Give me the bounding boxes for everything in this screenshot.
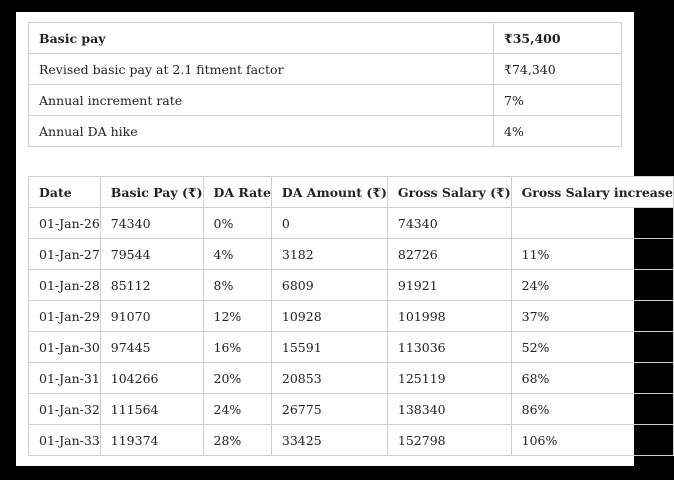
projection-body: [29, 208, 674, 456]
cell-gross-salary: 91921: [387, 270, 511, 301]
cell-gross-salary: 113036: [387, 332, 511, 363]
cell-basic-pay: 97445: [100, 332, 203, 363]
cell-da-amount: 15591: [271, 332, 387, 363]
cell-da-amount: 33425: [271, 425, 387, 456]
salary-document: [16, 12, 673, 466]
cell-da-amount: 10928: [271, 301, 387, 332]
cell-da-rate: 28%: [203, 425, 271, 456]
cell-date: 01-Jan-31: [29, 363, 101, 394]
cell-date: 01-Jan-29: [29, 301, 101, 332]
summary-body: [29, 23, 622, 147]
cell-da-amount: 6809: [271, 270, 387, 301]
cell-gross-increase: 24%: [511, 270, 673, 301]
cell-gross-increase: 68%: [511, 363, 673, 394]
table-row: [29, 332, 674, 363]
summary-label: Annual DA hike: [29, 116, 494, 147]
summary-value: ₹35,400: [494, 23, 622, 54]
column-header-gross-salary: Gross Salary (₹): [387, 177, 511, 208]
summary-row: [29, 54, 622, 85]
cell-gross-increase: 86%: [511, 394, 673, 425]
cell-gross-increase: 52%: [511, 332, 673, 363]
cell-da-amount: 0: [271, 208, 387, 239]
cell-date: 01-Jan-30: [29, 332, 101, 363]
summary-label: Annual increment rate: [29, 85, 494, 116]
cell-da-rate: 12%: [203, 301, 271, 332]
cell-date: 01-Jan-33: [29, 425, 101, 456]
column-header-da-rate: DA Rate: [203, 177, 271, 208]
cell-da-amount: 20853: [271, 363, 387, 394]
summary-label: Basic pay: [29, 23, 494, 54]
cell-da-rate: 24%: [203, 394, 271, 425]
summary-row: [29, 116, 622, 147]
projection-header-row: [29, 177, 674, 208]
cell-da-rate: 16%: [203, 332, 271, 363]
cell-basic-pay: 79544: [100, 239, 203, 270]
cell-basic-pay: 104266: [100, 363, 203, 394]
table-row: [29, 301, 674, 332]
summary-row: [29, 23, 622, 54]
cell-gross-increase: 37%: [511, 301, 673, 332]
column-header-gross-increase: Gross Salary increase: [511, 177, 673, 208]
cell-basic-pay: 111564: [100, 394, 203, 425]
cell-da-rate: 4%: [203, 239, 271, 270]
cell-date: 01-Jan-32: [29, 394, 101, 425]
cell-gross-salary: 125119: [387, 363, 511, 394]
salary-projection-table: [28, 176, 674, 456]
cell-gross-salary: 82726: [387, 239, 511, 270]
cell-gross-increase: 11%: [511, 239, 673, 270]
cell-da-amount: 3182: [271, 239, 387, 270]
cell-gross-salary: 152798: [387, 425, 511, 456]
table-row: [29, 270, 674, 301]
summary-value: 4%: [494, 116, 622, 147]
salary-summary-table: [28, 22, 622, 147]
column-header-basic-pay: Basic Pay (₹): [100, 177, 203, 208]
cell-basic-pay: 85112: [100, 270, 203, 301]
cell-basic-pay: 119374: [100, 425, 203, 456]
table-row: [29, 208, 674, 239]
column-header-da-amount: DA Amount (₹): [271, 177, 387, 208]
cell-gross-increase: [511, 208, 673, 239]
cell-gross-salary: 101998: [387, 301, 511, 332]
table-row: [29, 425, 674, 456]
cell-gross-increase: 106%: [511, 425, 673, 456]
table-row: [29, 363, 674, 394]
cell-date: 01-Jan-26: [29, 208, 101, 239]
summary-value: ₹74,340: [494, 54, 622, 85]
cell-date: 01-Jan-27: [29, 239, 101, 270]
summary-value: 7%: [494, 85, 622, 116]
summary-row: [29, 85, 622, 116]
cell-da-rate: 0%: [203, 208, 271, 239]
summary-label: Revised basic pay at 2.1 fitment factor: [29, 54, 494, 85]
cell-da-rate: 8%: [203, 270, 271, 301]
cell-basic-pay: 74340: [100, 208, 203, 239]
column-header-date: Date: [29, 177, 101, 208]
cell-gross-salary: 138340: [387, 394, 511, 425]
table-row: [29, 239, 674, 270]
cell-basic-pay: 91070: [100, 301, 203, 332]
cell-gross-salary: 74340: [387, 208, 511, 239]
cell-date: 01-Jan-28: [29, 270, 101, 301]
table-row: [29, 394, 674, 425]
cell-da-amount: 26775: [271, 394, 387, 425]
cell-da-rate: 20%: [203, 363, 271, 394]
